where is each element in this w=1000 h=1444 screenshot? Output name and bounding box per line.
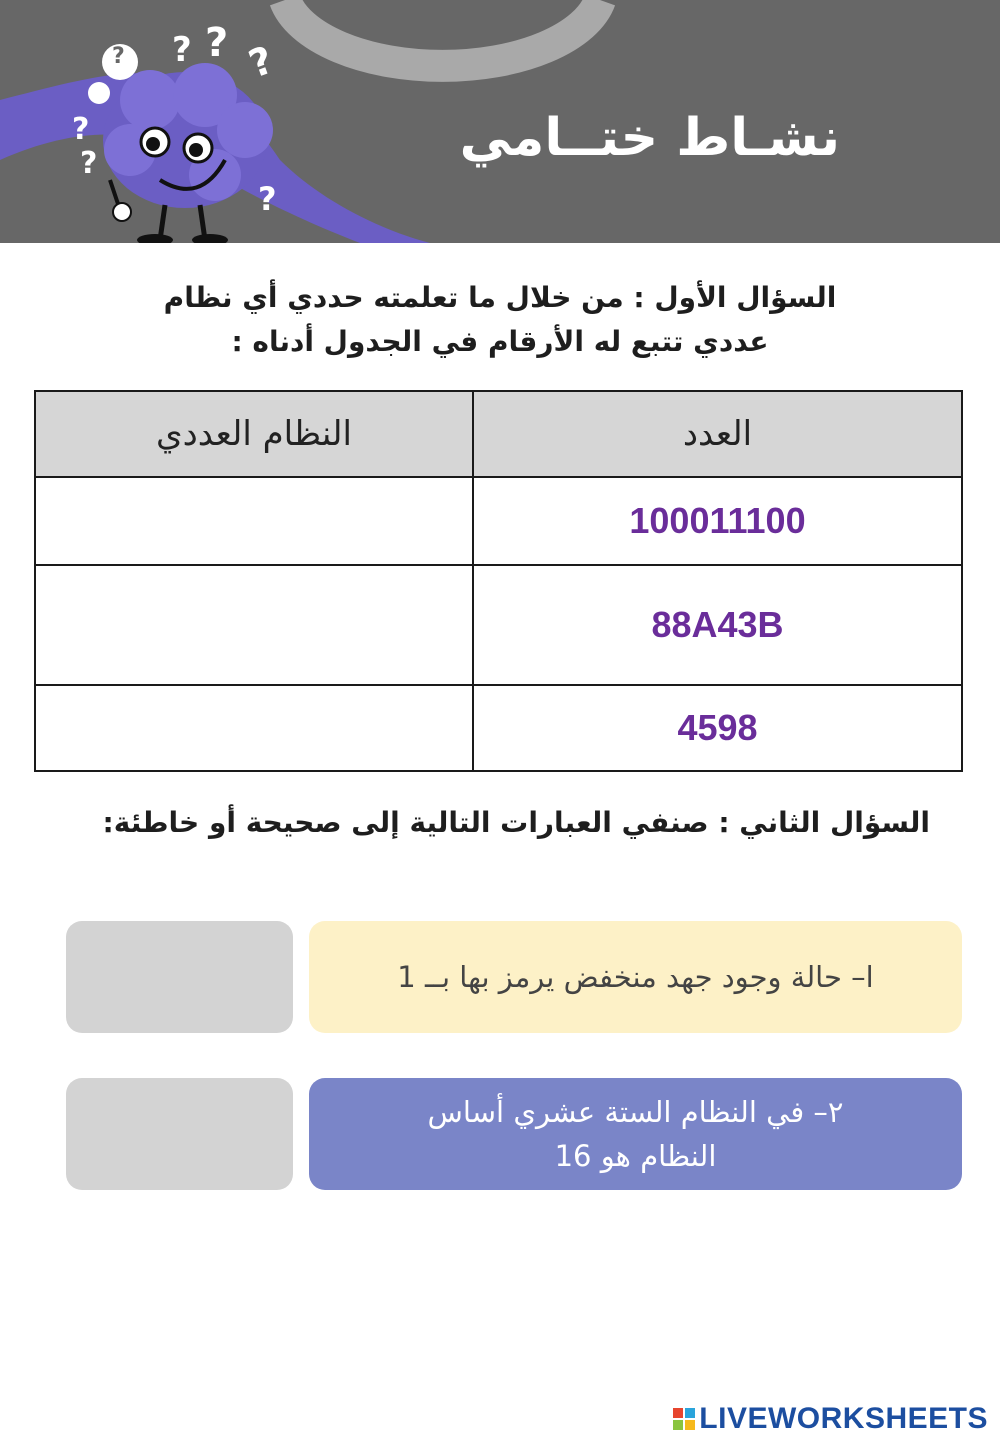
question-mark-icon: ? — [72, 112, 90, 147]
question-1-line1: السؤال الأول : من خلال ما تعلمته حددي أي نظام — [163, 281, 837, 314]
number-cell: 4598 — [473, 685, 962, 771]
logo-text: LIVEWORKSHEETS — [699, 1402, 988, 1435]
question-2: السؤال الثاني : صنفي العبارات التالية إلى صحيحة أو خاطئة: — [102, 806, 930, 839]
statement-2-line1: ٢– في النظام الستة عشري أساس — [427, 1095, 844, 1129]
statement-2-line2: النظام هو 16 — [554, 1139, 717, 1173]
table-row — [35, 685, 962, 771]
statement-1-text: ا– حالة وجود جهد منخفض يرمز بها بــ 1 — [397, 960, 874, 994]
system-answer-field[interactable] — [35, 565, 473, 685]
question-mark-icon: ? — [258, 180, 277, 218]
statement-2 — [309, 1078, 962, 1190]
number-system-table — [34, 390, 963, 772]
question-1-line2: عددي تتبع له الأرقام في الجدول أدناه : — [231, 325, 769, 358]
column-header-system: النظام العددي — [35, 391, 473, 477]
table-header-row — [35, 391, 962, 477]
question-1 — [120, 276, 880, 364]
statement-2-answer-box[interactable] — [66, 1078, 293, 1190]
table-row — [35, 565, 962, 685]
number-cell: 88A43B — [473, 565, 962, 685]
number-cell: 100011100 — [473, 477, 962, 565]
liveworksheets-logo[interactable] — [673, 1402, 988, 1436]
system-answer-field[interactable] — [35, 685, 473, 771]
table-row — [35, 477, 962, 565]
question-mark-icon: ? — [243, 37, 279, 87]
question-mark-icon: ? — [80, 146, 98, 181]
logo-grid-icon — [673, 1408, 695, 1430]
page-title: نشـاط ختــامي — [459, 108, 840, 168]
question-mark-icon: ? — [112, 44, 125, 69]
question-mark-icon: ? — [205, 20, 229, 66]
column-header-number: العدد — [473, 391, 962, 477]
brain-character-icon — [103, 63, 273, 243]
statement-1 — [309, 921, 962, 1033]
header-banner — [0, 0, 1000, 243]
statement-1-answer-box[interactable] — [66, 921, 293, 1033]
question-mark-icon: ? — [172, 30, 192, 70]
system-answer-field[interactable] — [35, 477, 473, 565]
